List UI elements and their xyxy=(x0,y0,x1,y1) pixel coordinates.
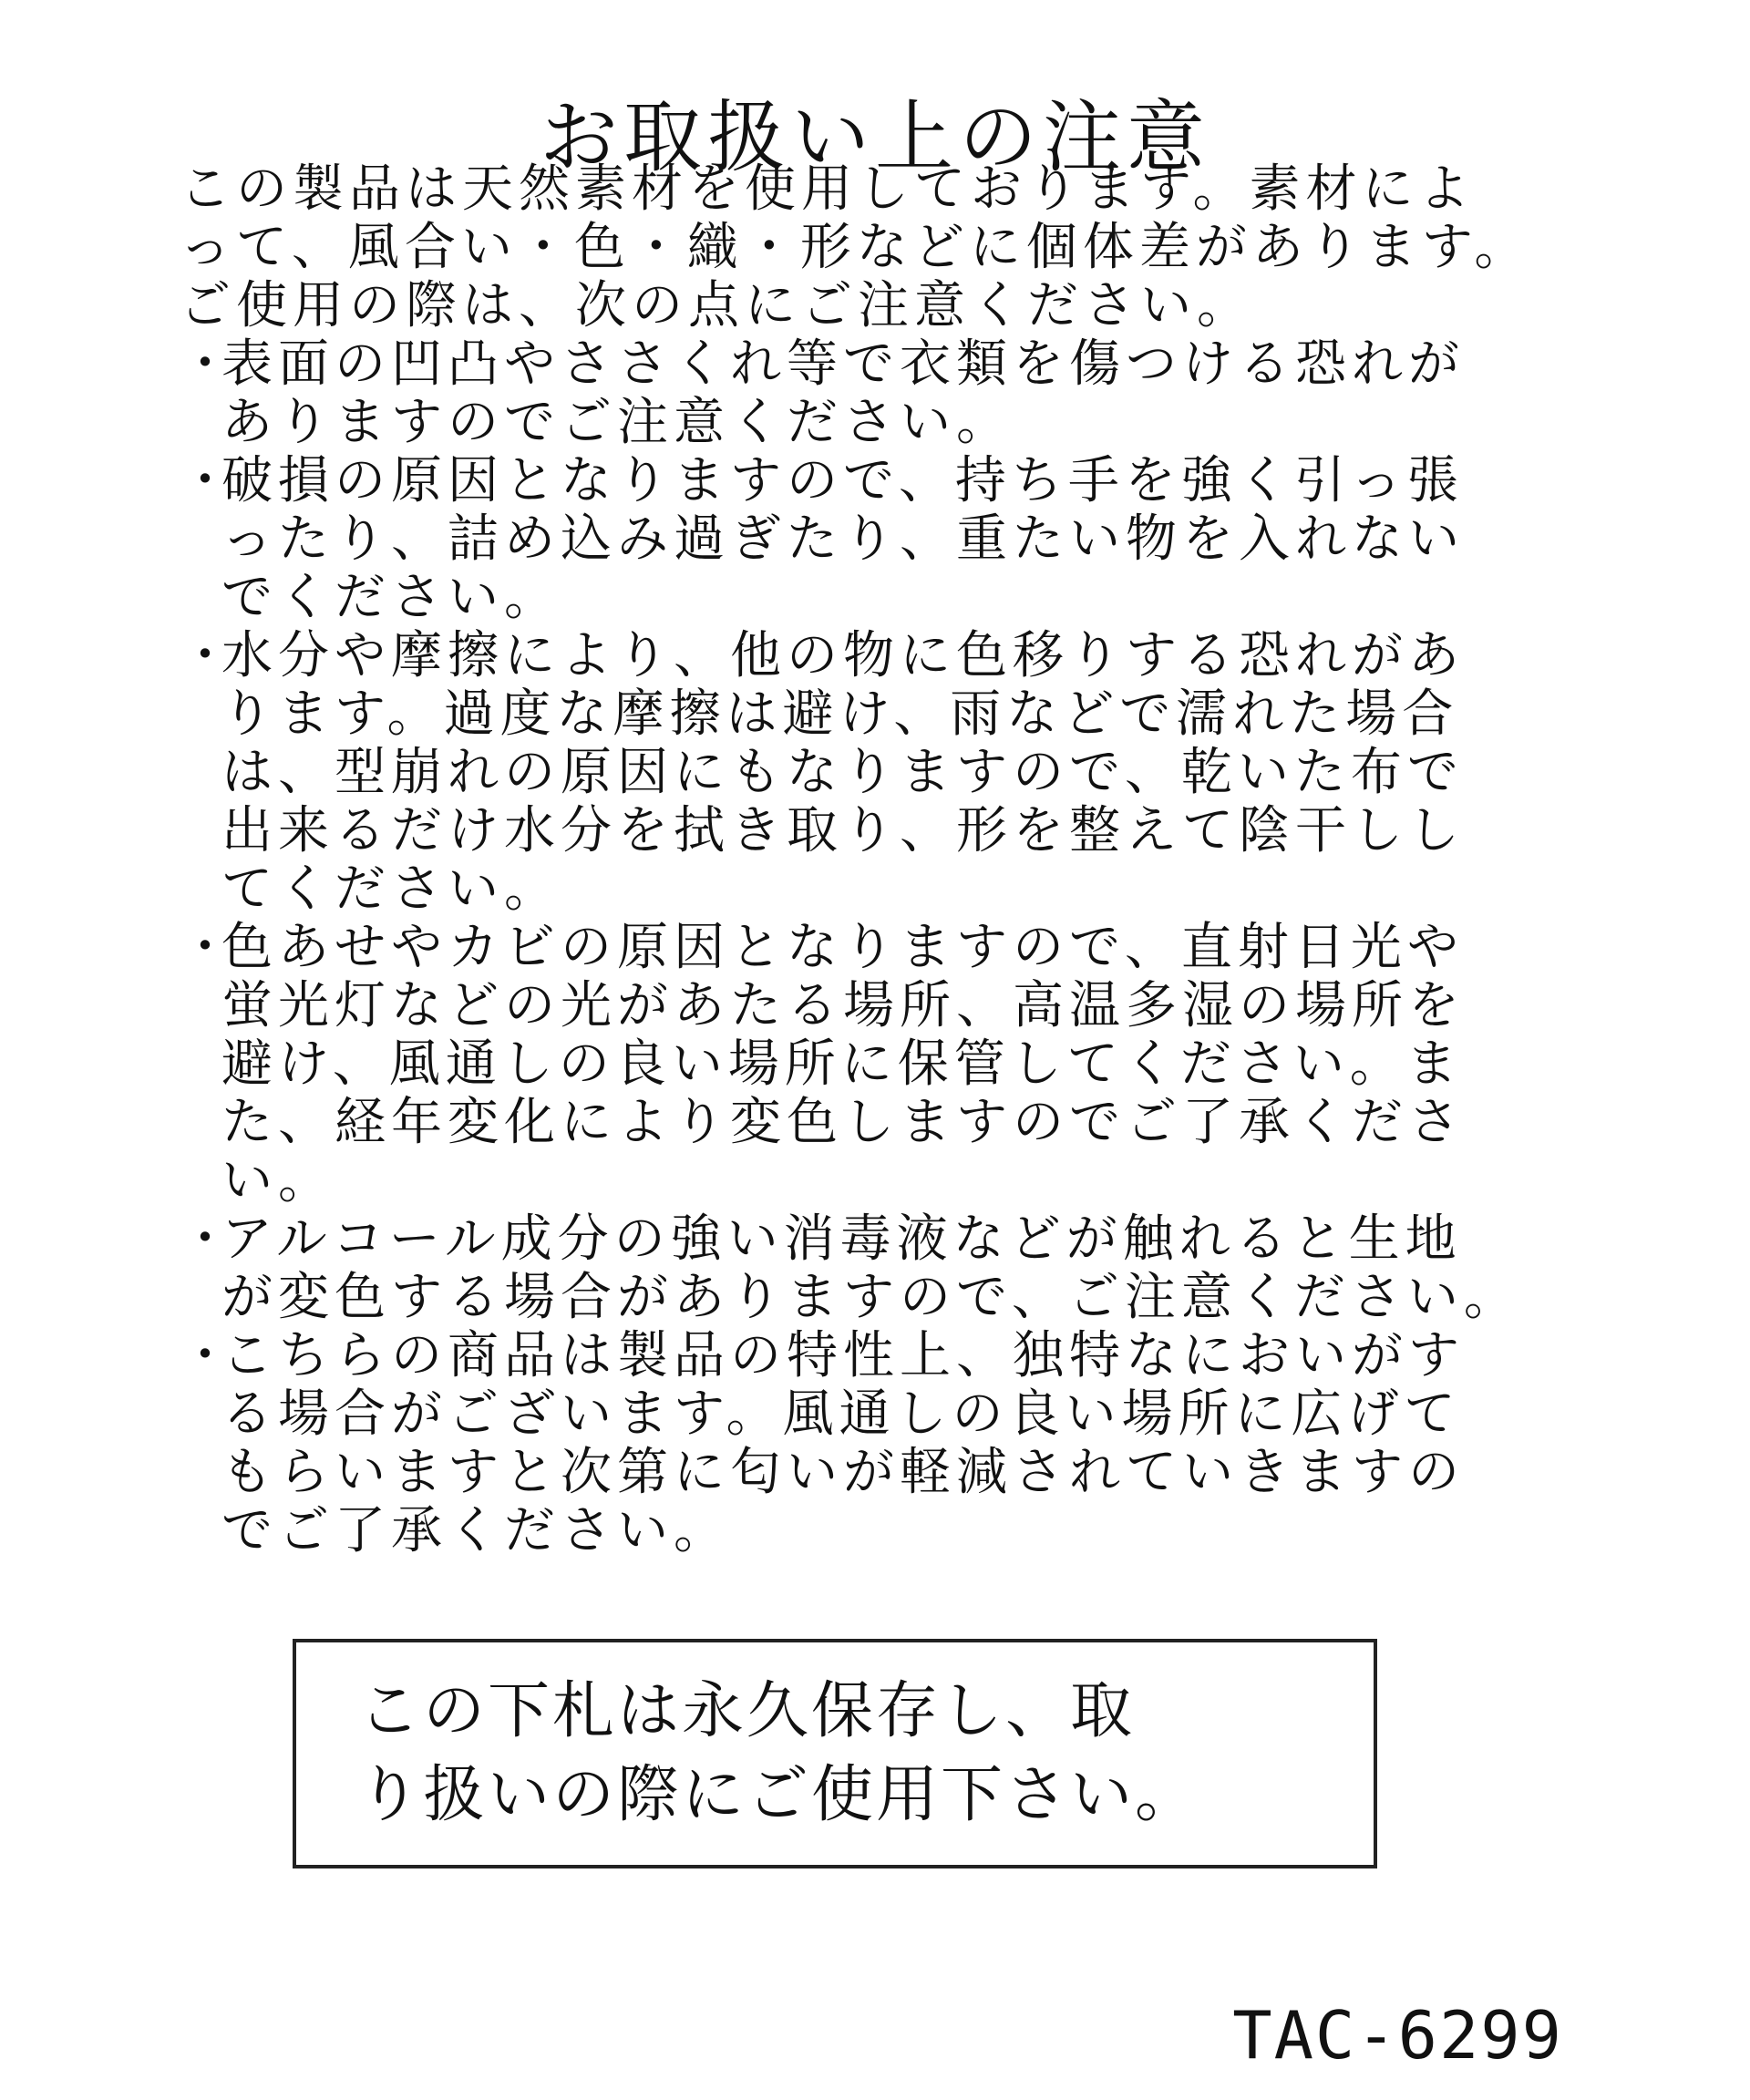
caution-line: ります。過度な摩擦は避け、雨などで濡れた場合 xyxy=(221,685,1459,744)
caution-item xyxy=(180,452,1565,627)
product-code: TAC-6299 xyxy=(1232,1997,1563,2074)
caution-item xyxy=(180,919,1565,1210)
caution-line: でください。 xyxy=(221,568,561,627)
caution-line: 避け、風通しの良い場所に保管してください。ま xyxy=(221,1035,1463,1094)
bullet-icon: ・ xyxy=(180,918,236,977)
caution-line: 色あせやカビの原因となりますので、直射日光や xyxy=(221,918,1464,977)
intro-paragraph xyxy=(180,160,1565,335)
caution-item xyxy=(180,1210,1565,1327)
caution-line: でご了承ください。 xyxy=(221,1501,730,1560)
caution-item xyxy=(180,1327,1565,1560)
caution-line: は、型崩れの原因にもなりますので、乾いた布で xyxy=(221,743,1464,802)
caution-line: 破損の原因となりますので、持ち手を強く引っ張 xyxy=(221,451,1464,510)
bullet-icon: ・ xyxy=(180,1326,236,1385)
caution-line: 出来るだけ水分を拭き取り、形を整えて陰干しし xyxy=(221,801,1465,860)
caution-line: ありますのでご注意ください。 xyxy=(221,393,1013,452)
caution-line: た、経年変化により変色しますのでご了承くださ xyxy=(221,1093,1465,1152)
caution-line: が変色する場合がありますので、ご注意ください。 xyxy=(221,1268,1520,1327)
bullet-icon: ・ xyxy=(180,626,236,685)
caution-line: い。 xyxy=(221,1151,335,1210)
intro-line: って、風合い・色・織・形などに個体差があります。 xyxy=(180,218,1531,277)
bullet-icon: ・ xyxy=(180,451,236,510)
caution-line: る場合がございます。風通しの良い場所に広げて xyxy=(221,1385,1461,1444)
caution-line: もらいますと次第に匂いが軽減されていきますの xyxy=(221,1443,1465,1502)
caution-line: 表面の凹凸やささくれ等で衣類を傷つける恐れが xyxy=(221,335,1465,394)
caution-item xyxy=(180,627,1565,919)
page-title: お取扱い上の注意 xyxy=(540,91,1210,183)
caution-line: 蛍光灯などの光があたる場所、高温多湿の場所を xyxy=(221,976,1465,1035)
bullet-icon: ・ xyxy=(180,335,236,394)
caution-line: ったり、詰め込み過ぎたり、重たい物を入れない xyxy=(221,510,1465,569)
retention-notice-box xyxy=(293,1639,1377,1868)
caution-list xyxy=(180,335,1565,1560)
caution-line: てください。 xyxy=(221,860,561,919)
caution-line: 水分や摩擦により、他の物に色移りする恐れがあ xyxy=(221,626,1465,685)
intro-line: この製品は天然素材を使用しております。素材によ xyxy=(180,160,1476,219)
notice-line: この下札は永久保存し、取 xyxy=(358,1675,1136,1747)
caution-line: アルコール成分の強い消毒液などが触れると生地 xyxy=(221,1210,1462,1269)
notice-line: り扱いの際にご使用下さい。 xyxy=(358,1759,1200,1831)
intro-line: ご使用の際は、次の点にご注意ください。 xyxy=(180,276,1253,335)
caution-item xyxy=(180,335,1565,452)
caution-line: こちらの商品は製品の特性上、独特なにおいがす xyxy=(221,1326,1465,1385)
bullet-icon: ・ xyxy=(180,1210,236,1269)
